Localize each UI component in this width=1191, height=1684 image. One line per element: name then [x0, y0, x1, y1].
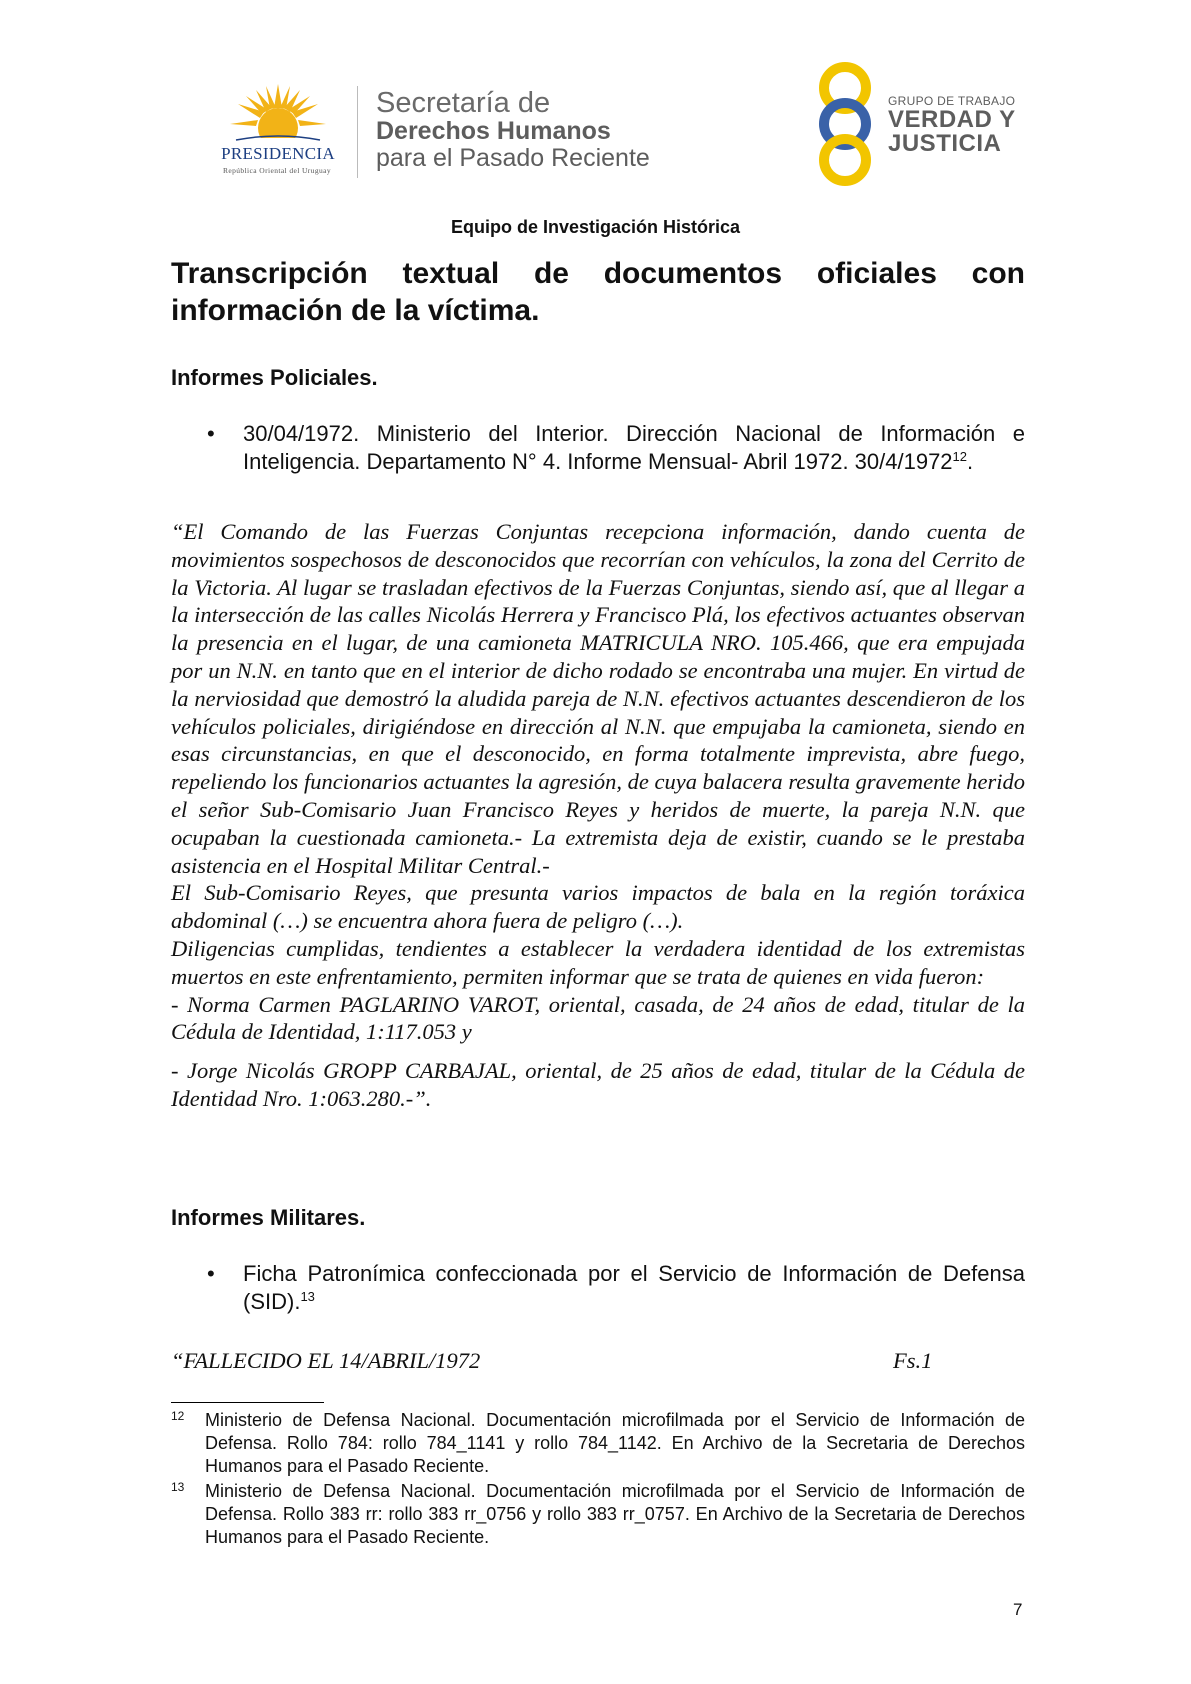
header-divider [357, 86, 358, 178]
bullet-text: 30/04/1972. Ministerio del Interior. Dirección Nacional de Información e Inteligencia. Departamento N° 4. Informe Mensual- Abril 1972. 30/4/1972$^{12}$. [243, 421, 1025, 474]
linked-rings-icon [810, 60, 880, 188]
bullet-police-report [171, 420, 1025, 476]
sun-icon [228, 82, 328, 146]
police-report-quote [171, 518, 1025, 1113]
bullet-text: Ficha Patronímica confeccionada por el Servicio de Información de Defensa (SID).$^{13}$ [243, 1261, 1025, 1314]
footnote-text: Ministerio de Defensa Nacional. Documentación microfilmada por el Servicio de Información de Defensa. Rollo 784: rollo 784_1141 y rollo 784_1142. En Archivo de la Secretaria de Derechos Humanos para el Pasado Reciente. [205, 1410, 1025, 1476]
footnote-text: Ministerio de Defensa Nacional. Documentación microfilmada por el Servicio de Información de Defensa. Rollo 383 rr: rollo 383 rr_0756 y rollo 383 rr_0757. En Archivo de la Secretaria de Derechos Humanos para el Pasado Reciente. [205, 1481, 1025, 1547]
secretaria-line-3: para el Pasado Reciente [376, 144, 650, 172]
secretaria-line-1: Secretaría de [376, 87, 551, 119]
section-heading-police: Informes Policiales. [171, 365, 378, 390]
bullet-dot: • [207, 421, 215, 446]
footnote-ref-13[interactable]: 13 [300, 1289, 315, 1304]
presidencia-subtitle: República Oriental del Uruguay [222, 166, 331, 175]
gtvj-wordmark [888, 94, 1048, 156]
ficha-quote-line [171, 1348, 1025, 1374]
footnote-separator [171, 1402, 324, 1403]
footnote-12 [171, 1409, 1025, 1478]
page-title: Transcripción textual de documentos oficiales con información de la víctima. [171, 257, 1025, 327]
presidencia-name: PRESIDENCIA [221, 144, 335, 163]
quote-paragraph-5: - Jorge Nicolás GROPP CARBAJAL, oriental, de 25 años de edad, titular de la Cédula de Identidad Nro. 1:063.280.-”. [171, 1058, 1025, 1111]
bullet-dot: • [207, 1261, 215, 1286]
ficha-folio: Fs.1 [893, 1348, 933, 1373]
footnote-number: 13 [171, 1480, 185, 1494]
page-number: 7 [1013, 1600, 1023, 1619]
presidencia-logo [196, 82, 358, 182]
quote-paragraph-3: Diligencias cumplidas, tendientes a establecer la verdadera identidad de los extremistas muertos en este enfrentamiento, permiten informar que se trata de quienes en vida fueron: [171, 935, 1025, 989]
footnote-number: 12 [171, 1409, 185, 1423]
footnote-ref-12[interactable]: 12 [952, 449, 968, 464]
gtvj-line-2: VERDAD Y [888, 106, 1016, 133]
secretaria-line-2: Derechos Humanos [376, 117, 611, 145]
section-heading-military: Informes Militares. [171, 1205, 366, 1230]
ficha-death-date: “FALLECIDO EL 14/ABRIL/1972 [171, 1348, 481, 1373]
quote-paragraph-1: “El Comando de las Fuerzas Conjuntas recepciona información, dando cuenta de movimientos sospechosos de desconocidos que recorrían con vehículos, la zona del Cerrito de la Victoria. Al lugar se trasladan efectivos de la Fuerzas Conjuntas, siendo así, que al llegar a la intersección de las calles Nicolás Herrera y Francisco Plá, los efectivos actuantes observan la presencia en el lugar, de una camioneta MATRICULA NRO. 105.466, que era empujada por un N.N. en tanto que en el interior de dicho rodado se encontraba una mujer. En virtud de la nerviosidad que demostró la aludida pareja de N.N. efectivos actuantes descendieron de los vehículos policiales, dirigiéndose en dirección al N.N. que empujaba la camioneta, siendo en esas circunstancias, en que el desconocido, en forma totalmente imprevista, abre fuego, repeliendo los funcionarios actuantes la agresión, de cuya balacera resulta gravemente herido el señor Sub-Comisario Juan Francisco Reyes y heridos de muerte, la pareja N.N. que ocupaban la cuestionada camioneta.- La extremista deja de existir, cuando se le prestaba asistencia en el Hospital Militar Central.- [171, 519, 1025, 878]
team-name: Equipo de Investigación Histórica [450, 217, 741, 237]
quote-paragraph-4: - Norma Carmen PAGLARINO VAROT, oriental, casada, de 24 años de edad, titular de la Cédula de Identidad, 1:117.053 y [171, 991, 1025, 1045]
footnote-13 [171, 1480, 1025, 1549]
gtvj-line-3: JUSTICIA [888, 130, 1002, 157]
bullet-military-report [171, 1260, 1025, 1316]
gtvj-line-1: GRUPO DE TRABAJO [888, 94, 1016, 108]
secretaria-title [376, 88, 706, 172]
quote-paragraph-2: El Sub-Comisario Reyes, que presunta varios impactos de bala en la región toráxica abdominal (…) se encuentra ahora fuera de peligro (…). [171, 880, 1025, 934]
